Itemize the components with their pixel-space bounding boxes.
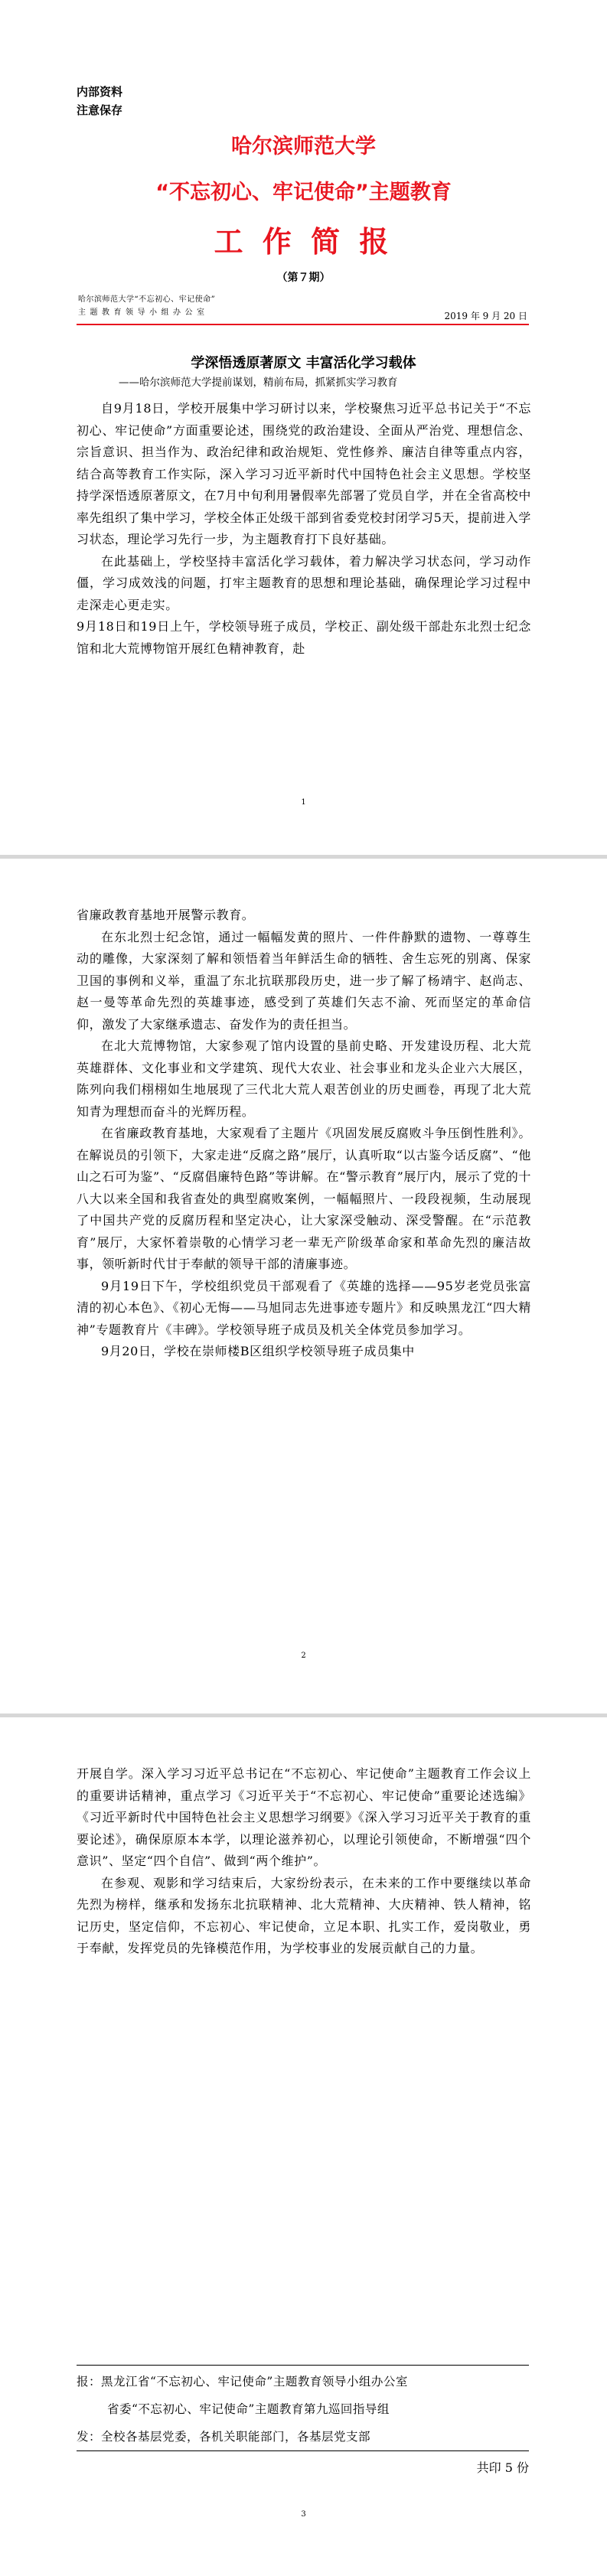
paragraph: 省廉政教育基地开展警示教育。 (77, 908, 255, 922)
page-2 (0, 859, 607, 1717)
paragraph: 9月19日下午，学校组织党员干部观看了《英雄的选择——95岁老党员张富清的初心本色》、《初心无悔——马旭同志先进事迹专题片》和反映黑龙江“四大精神”专题教育片《丰碑》。学校领导班子成员及机关全体党员参加学习。 (77, 1278, 531, 1337)
copies-count: 共印 5 份 (476, 2460, 529, 2475)
issue-date: 2019 年 9 月 20 日 (444, 311, 527, 321)
paragraph: 在此基础上，学校坚持丰富活化学习载体，着力解决学习状态问，学习动作僵，学习成效浅的问题，打牢主题教育的思想和理论基础，确保理论学习过程中走深走心更走实。 (77, 553, 531, 612)
page-number: 1 (301, 798, 306, 807)
report-to-line: 报：黑龙江省“不忘初心、牢记使命”主题教育领导小组办公室 (77, 2375, 408, 2389)
report-to-line-2: 省委“不忘初心、牢记使命”主题教育第九巡回指导组 (107, 2402, 390, 2416)
paragraph: 在省廉政教育基地，大家观看了主题片《巩固发展反腐败斗争压倒性胜利》。在解说员的引领下，大家走进“反腐之路”展厅，认真听取“以古鉴今话反腐”、“他山之石可为鉴”、“反腐倡廉特色路”等讲解。在“警示教育”展厅内，展示了党的十八大以来全国和我省查处的典型腐败案例，一幅幅照片、一段段视频，生动展现了中国共产党的反腐历程和坚定决心，让大家深受触动、深受警醒。在“示范教育”展厅，大家怀着崇敬的心情学习老一辈无产阶级革命家和革命先烈的廉洁故事，领听新时代甘于奉献的领导干部的清廉事迹。 (77, 1126, 531, 1271)
page-3 (0, 1717, 607, 2576)
distribution-footer (77, 2368, 531, 2450)
university-name: 哈尔滨师范大学 (231, 135, 376, 158)
footer-rule-top (77, 2365, 529, 2366)
paragraph: 在北大荒博物馆，大家参观了馆内设置的垦前史略、开发建设历程、北大荒英雄群体、文化事业和文学建筑、现代大农业、社会事业和龙头企业六大展区，陈列向我们栩栩如生地展现了三代北大荒人艰苦创业的历史画卷，再现了北大荒知青为理想而奋斗的光辉历程。 (77, 1039, 531, 1119)
page-1 (0, 0, 607, 859)
header-red-rule (77, 324, 529, 325)
paragraph: 9月18日和19日上午，学校领导班子成员，学校正、副处级干部赴东北烈士纪念馆和北大荒博物馆开展红色精神教育，赴 (77, 619, 531, 656)
issue-number: （第７期） (276, 272, 331, 284)
page-number: 3 (301, 2510, 306, 2519)
paragraph: 自9月18日，学校开展集中学习研讨以来，学校聚焦习近平总书记关于“不忘初心、牢记使命”方面重要论述，围绕党的政治建设、全面从严治党、理想信念、宗旨意识、担当作为、政治纪律和政治规矩、党性修养、廉洁自律等重点内容，结合高等教育工作实际，深入学习习近平新时代中国特色社会主义思想。学校坚持学深悟透原著原文，在7月中旬利用暑假率先部署了党员自学，并在全省高校中率先组织了集中学习，学校全体正处级干部到省委党校封闭学习5天，提前进入学习状态，理论学习先行一步，为主题教育打下良好基础。 (77, 401, 531, 546)
page-2-body (77, 905, 531, 1363)
issuer-line-1: 哈尔滨师范大学“不忘初心、牢记使命” (78, 295, 216, 304)
page-3-body (77, 1763, 531, 1960)
keep-notice-label: 注意保存 (77, 103, 123, 117)
campaign-title: “不忘初心、牢记使命”主题教育 (155, 181, 452, 204)
issuer-line-2: 主题教育领导小组办公室 (78, 308, 209, 317)
distribute-to-line: 发：全校各基层党委，各机关职能部门，各基层党支部 (77, 2430, 371, 2444)
paragraph: 在参观、观影和学习结束后，大家纷纷表示，在未来的工作中要继续以革命先烈为榜样，继承和发扬东北抗联精神、北大荒精神、大庆精神、铁人精神，铭记历史，坚定信仰，不忘初心、牢记使命，立足本职、扎实工作，爱岗敬业，勇于奉献，发挥党员的先锋模范作用，为学校事业的发展贡献自己的力量。 (77, 1875, 531, 1955)
page-1-body (77, 398, 531, 660)
paragraph: 开展自学。深入学习习近平总书记在“不忘初心、牢记使命”主题教育工作会议上的重要讲话精神，重点学习《习近平关于“不忘初心、牢记使命”重要论述选编》《习近平新时代中国特色社会主义思想学习纲要》《深入学习习近平关于教育的重要论述》，确保原原本本学，以理论滋养初心，以理论引领使命，不断增强“四个意识”、坚定“四个自信”、做到“两个维护”。 (77, 1766, 531, 1868)
paragraph: 在东北烈士纪念馆，通过一幅幅发黄的照片、一件件静默的遗物、一尊尊生动的雕像，大家深刻了解和领悟着当年鲜活生命的牺牲、舍生忘死的别离、保家卫国的事例和义举，重温了东北抗联那段历史，进一步了解了杨靖宇、赵尚志、赵一曼等革命先烈的英雄事迹，感受到了英雄们矢志不渝、死而坚定的革命信仰，激发了大家继承遗志、奋发作为的责任担当。 (77, 929, 531, 1032)
bulletin-title: 工 作 简 报 (214, 225, 393, 259)
article-subtitle: ——哈尔滨师范大学提前谋划，精前布局，抓紧抓实学习教育 (119, 377, 398, 389)
paragraph: 9月20日，学校在崇师楼B区组织学校领导班子成员集中 (101, 1344, 415, 1358)
article-title: 学深悟透原著原文 丰富活化学习载体 (191, 355, 416, 371)
footer-rule-bottom (77, 2450, 529, 2451)
internal-material-label: 内部资料 (77, 85, 123, 99)
page-number: 2 (301, 1652, 306, 1660)
